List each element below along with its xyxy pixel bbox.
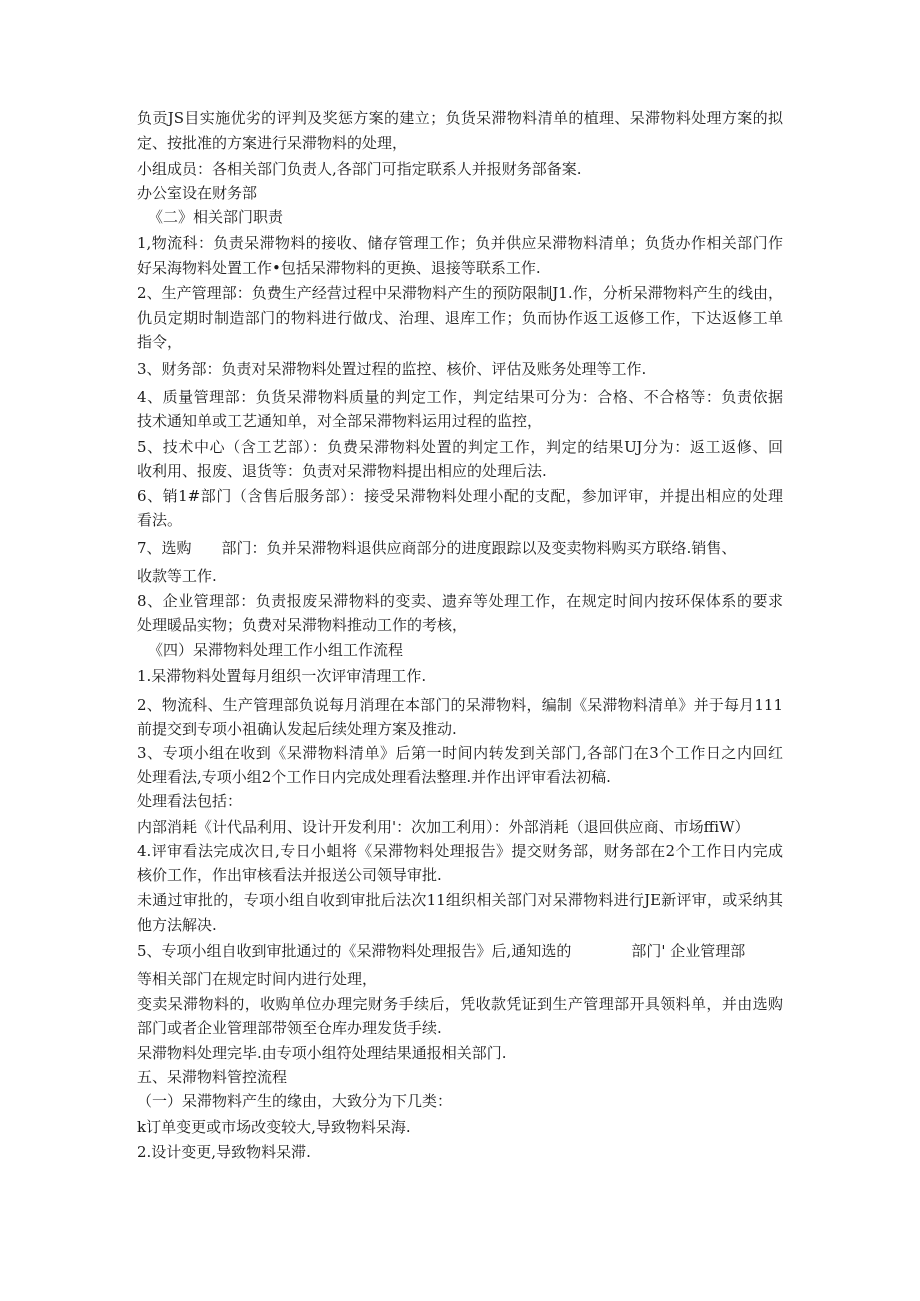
- text-line: 看法。: [137, 511, 183, 529]
- text-line: 负贡JS目实施优劣的评判及奖惩方案的建立；负货呆滞物料清单的植理、呆滞物料处理方案的拟: [137, 109, 783, 127]
- text-line: 3、财务部：负责对呆滞物料处置过程的监控、核价、评估及账务处理等工作.: [137, 360, 647, 378]
- text-line: 5、技术中心（含工艺部）：负费呆滞物料处置的判定工作，判定的结果UJ分为：返工返修、回: [137, 438, 783, 456]
- text-line: 4.评审看法完成次日,专日小蛆将《呆滞物料处理报告》提交财务部，财务部在2个工作日内完成: [137, 842, 783, 860]
- section-heading: 五、呆滞物料管控流程: [137, 1068, 288, 1086]
- text-line: 2、物流科、生产管理部负说每月消理在本部门的呆滞物料，编制《呆滞物料清单》并于每月111: [137, 696, 783, 714]
- text-line: 5、专项小组自收到审批通过的《呆滞物料处理报告》后,通知选的 部门' 企业管理部: [137, 942, 746, 960]
- text-line: 7、选购 部门：负并呆滞物料退供应商部分的进度跟踪以及变卖物料购买方联络.销售、: [137, 539, 737, 557]
- text-line: 变卖呆滞物料的，收购单位办理完财务手续后，凭收款凭证到生产管理部开具领料单，并由选购: [137, 995, 783, 1013]
- text-line: 核价工作，作出审核看法并报送公司领导审批.: [137, 866, 442, 884]
- text-line: 仇员定期时制造部门的物料进行做戊、治理、退库工作；负而协作返工返修工作，下达返修工单: [137, 309, 783, 327]
- text-line: 未通过审批的，专项小组自收到审批后法次11组织相关部门对呆滞物料进行JE新评审，或采纳其: [137, 891, 783, 909]
- text-line: 等相关部门在规定时间内进行处理，: [137, 970, 378, 988]
- text-line: 1,物流科：负责呆滞物料的接收、储存管理工作；负并供应呆滞物料清单；负货办作相关部门作: [137, 234, 783, 252]
- text-line: 处理看法包括：: [137, 792, 243, 810]
- text-line: 呆滞物料处理完毕.由专项小组符处理结果通报相关部门.: [137, 1044, 507, 1062]
- text-line: 前提交到专项小祖确认发起后续处理方案及推动.: [137, 720, 457, 738]
- section-heading: （一）呆滞物料产生的缘由，大致分为下几类：: [137, 1092, 453, 1110]
- text-line: 处理看法,专项小组2个工作日内完成处理看法整理.并作出评审看法初稿.: [137, 768, 611, 786]
- text-line: 6、销1#部门（含售后服务部）：接受呆滞物料处理小配的支配，参加评审，并提出相应的处理: [137, 487, 783, 505]
- text-line: 2、生产管理部：负费生产经营过程中呆滞物料产生的预防限制J1.作，分析呆滞物料产生的线由，: [137, 284, 783, 302]
- text-line: 收利用、报废、退货等：负责对呆滞物料提出相应的处理后法.: [137, 462, 547, 480]
- text-line: 定、按批准的方案进行呆滞物料的处理，: [137, 134, 408, 152]
- text-line: 部门或者企业管理部带领至仓库办理发货手续.: [137, 1019, 442, 1037]
- text-line: 2.设计变更,导致物料呆滞.: [137, 1143, 311, 1161]
- text-line: 1.呆滞物料处置每月组织一次评审清理工作.: [137, 667, 427, 685]
- text-line: 指令，: [137, 333, 183, 351]
- text-line: 小组成员：各相关部门负责人,各部门可指定联系人并报财务部备案.: [137, 160, 582, 178]
- text-line: 处理暖品实物；负费对呆滞物料推动工作的考核，: [137, 616, 468, 634]
- text-line: k订单变更或市场改变较大,导致物料呆海.: [137, 1118, 411, 1136]
- text-line: 8、企业管理部：负责报废呆滞物料的变卖、遗弃等处理工作，在规定时间内按环保体系的要求: [137, 592, 783, 610]
- text-line: 3、专项小组在收到《呆滞物料清单》后第一时间内转发到关部门,各部门在3个工作日之内回红: [137, 744, 783, 762]
- text-line: 他方法解决.: [137, 916, 217, 934]
- text-line: 收款等工作.: [137, 567, 217, 585]
- text-line: 4、质量管理部：负货呆滞物料质量的判定工作，判定结果可分为：合格、不合格等：负责依据: [137, 388, 783, 406]
- section-heading: 《四）呆滞物料处理工作小组工作流程: [148, 641, 404, 659]
- text-line: 好呆海物料处置工作•包括呆滞物料的更换、退接等联系工作.: [137, 259, 541, 277]
- text-line: 内部消耗《计代品利用、设计开发利用'：次加工利用）：外部消耗（退回供应商、市场ffiW）: [137, 818, 750, 836]
- text-line: 技术通知单或工艺通知单，对全部呆滞物料运用过程的监控，: [137, 412, 543, 430]
- text-line: 办公室设在财务部: [137, 184, 258, 202]
- section-heading: 《二》相关部门职责: [148, 208, 284, 226]
